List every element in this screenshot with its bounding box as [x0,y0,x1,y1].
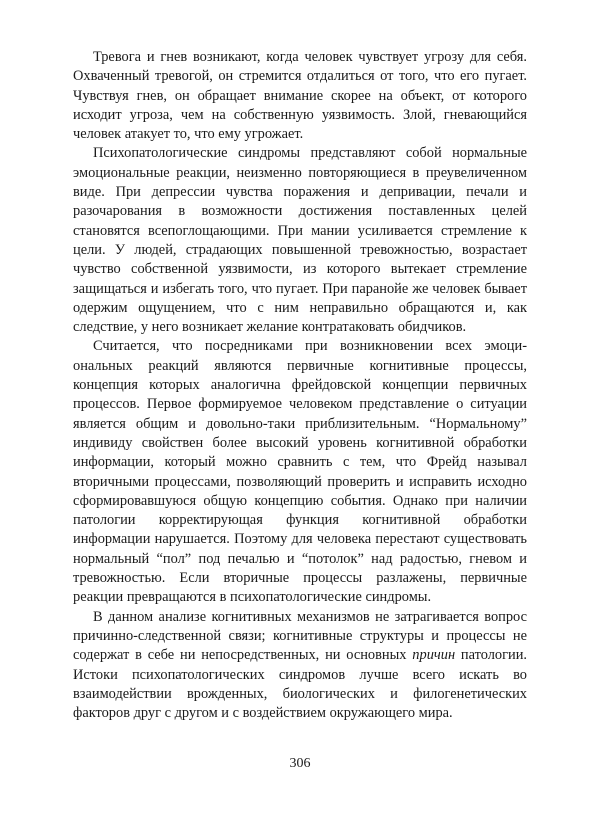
paragraph-1-text: Тревога и гнев возникают, когда человек чувствует угрозу для себя. Охваченный тревогой, он стремится отдалиться от того, что его пугает. Чувствуя гнев, он обращает внимание скорее на объект, от которого исходит угроза, чем на собственную уязвимость. Злой, гневающийся человек атакует то, что ему угрожает. [73,49,527,143]
paragraph-3 [73,337,527,607]
paragraph-1 [73,48,527,144]
document-body [73,48,527,723]
paragraph-2 [73,144,527,337]
paragraph-2-text: Психопатологические синдромы представляют собой нормальные эмоциональные реакции, неизменно повторяющиеся в преувеличенном виде. При депрессии чувства поражения и депривации, печали и разочарования в возможности достижения поставленных целей становятся всепоглощающими. При мании усиливается стремление к цели. У людей, страдающих повышенной тревожностью, возрастает чувство собственной уязвимости, из которого вытекает стремление защищаться и избегать того, что пугает. При паранойе же человек бывает одержим ощущением, что с ним неправильно обращаются и, как следствие, у него возникает желание контратаковать обидчиков. [73,145,527,336]
paragraph-4-text-end: патологии. Истоки психопатологических синдромов лучше всего искать во взаимодействии врожденных, биологических и филогенетических факторов друг с другом и с воздействием окружающего мира. [73,647,527,722]
paragraph-4-italic-word: причин [412,647,456,664]
page-number: 306 [289,756,311,771]
paragraph-4-text-start: В данном анализе когнитивных механизмов не затрагивается вопрос причинно-следственной связи; когнитивные структуры и процессы не содержат в себе ни непосредственных, ни основных [73,608,527,664]
paragraph-4 [73,608,527,724]
paragraph-3-text: Считается, что посредниками при возникновении всех эмоциональных реакций являются первичные когнитивные процессы, концепция которых аналогична фрейдовской концепции первичных процессов. Первое формируемое человеком представление о ситуации является общим и довольно-таки приблизительным. “Нормальному” индивиду свойствен более высокий уровень когнитивной обработки информации, который можно сравнить с тем, что Фрейд называл вторичными процессами, позволяющий проверить и исправить исходно сформировавшуюся общую концепцию события. Однако при наличии патологии корректирующая функция когнитивной обработки информации нарушается. Поэтому для человека перестают существовать нормальный “пол” под печалью и “потолок” над радостью, гневом и тревожностью. Если вторичные процессы разлажены, первичные реакции превращаются в психопатологические синдромы. [73,338,527,606]
